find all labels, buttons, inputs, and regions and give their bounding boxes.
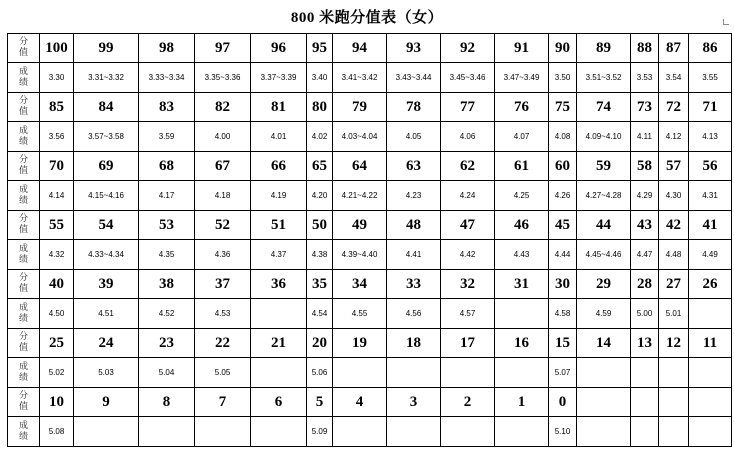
score-label-char: 分 (18, 155, 28, 165)
page-title: 800 米跑分值表（女） (290, 10, 444, 26)
score-cell: 41 (689, 211, 732, 240)
score-cell: 10 (40, 388, 74, 417)
score-label-char: 值 (18, 343, 28, 353)
score-cell: 62 (441, 152, 495, 181)
performance-cell (577, 417, 631, 447)
score-cell: 48 (387, 211, 441, 240)
score-cell: 37 (195, 270, 251, 299)
score-cell: 36 (251, 270, 307, 299)
performance-cell: 4.30 (659, 181, 689, 211)
performance-cell: 4.47 (631, 240, 659, 270)
performance-cell: 4.57 (441, 299, 495, 329)
performance-cell: 4.49 (689, 240, 732, 270)
performance-cell: 4.25 (495, 181, 549, 211)
performance-label-char: 成 (18, 361, 28, 372)
performance-cell: 4.24 (441, 181, 495, 211)
score-cell: 15 (549, 329, 577, 358)
score-cell (659, 388, 689, 417)
performance-cell: 4.41 (387, 240, 441, 270)
score-cell: 5 (307, 388, 333, 417)
score-cell: 39 (74, 270, 139, 299)
performance-cell: 3.43~3.44 (387, 63, 441, 93)
score-label-char: 分 (18, 96, 28, 106)
score-cell: 35 (307, 270, 333, 299)
score-row (8, 270, 732, 299)
score-label-char: 分 (18, 391, 28, 401)
performance-cell: 4.43 (495, 240, 549, 270)
score-cell: 93 (387, 34, 441, 63)
score-row (8, 93, 732, 122)
performance-row (8, 417, 732, 447)
performance-cell: 4.01 (251, 122, 307, 152)
score-cell: 3 (387, 388, 441, 417)
score-cell: 96 (251, 34, 307, 63)
score-cell: 44 (577, 211, 631, 240)
performance-cell (195, 417, 251, 447)
score-cell: 72 (659, 93, 689, 122)
score-cell: 77 (441, 93, 495, 122)
corner-mark (723, 19, 729, 25)
score-cell: 8 (139, 388, 195, 417)
performance-label-char: 绩 (18, 372, 28, 383)
performance-cell (387, 417, 441, 447)
performance-cell: 3.41~3.42 (333, 63, 387, 93)
performance-cell: 4.26 (549, 181, 577, 211)
performance-cell (689, 417, 732, 447)
score-cell (689, 388, 732, 417)
performance-cell: 4.56 (387, 299, 441, 329)
score-cell: 14 (577, 329, 631, 358)
performance-cell: 4.35 (139, 240, 195, 270)
score-cell: 74 (577, 93, 631, 122)
score-label-char: 值 (18, 284, 28, 294)
score-cell: 78 (387, 93, 441, 122)
score-label-char: 值 (18, 166, 28, 176)
score-cell: 27 (659, 270, 689, 299)
score-cell: 12 (659, 329, 689, 358)
score-cell: 47 (441, 211, 495, 240)
score-cell: 45 (549, 211, 577, 240)
score-row (8, 152, 732, 181)
score-cell: 43 (631, 211, 659, 240)
score-cell: 56 (689, 152, 732, 181)
performance-row-label (8, 122, 40, 152)
score-cell: 22 (195, 329, 251, 358)
performance-label-char: 成 (18, 420, 28, 431)
performance-cell: 4.09~4.10 (577, 122, 631, 152)
performance-cell (333, 417, 387, 447)
performance-cell: 4.54 (307, 299, 333, 329)
score-label-char: 值 (18, 48, 28, 58)
performance-cell (333, 358, 387, 388)
performance-cell: 4.44 (549, 240, 577, 270)
score-label-char: 分 (18, 332, 28, 342)
performance-row-label (8, 63, 40, 93)
score-cell (631, 388, 659, 417)
performance-cell: 4.08 (549, 122, 577, 152)
score-cell: 60 (549, 152, 577, 181)
performance-cell: 3.37~3.39 (251, 63, 307, 93)
score-row-label (8, 329, 40, 358)
score-label-char: 值 (18, 402, 28, 412)
score-label-char: 值 (18, 107, 28, 117)
performance-cell: 4.14 (40, 181, 74, 211)
performance-cell: 5.00 (631, 299, 659, 329)
performance-cell: 4.36 (195, 240, 251, 270)
score-label-char: 分 (18, 214, 28, 224)
performance-cell: 4.27~4.28 (577, 181, 631, 211)
score-cell: 75 (549, 93, 577, 122)
score-cell: 21 (251, 329, 307, 358)
score-cell: 94 (333, 34, 387, 63)
performance-cell: 4.03~4.04 (333, 122, 387, 152)
score-cell: 28 (631, 270, 659, 299)
score-cell: 19 (333, 329, 387, 358)
score-cell: 52 (195, 211, 251, 240)
score-cell: 90 (549, 34, 577, 63)
performance-row (8, 181, 732, 211)
score-cell: 1 (495, 388, 549, 417)
performance-cell: 5.07 (549, 358, 577, 388)
score-cell: 24 (74, 329, 139, 358)
score-cell: 20 (307, 329, 333, 358)
score-table (7, 33, 732, 447)
score-cell: 83 (139, 93, 195, 122)
performance-cell: 3.40 (307, 63, 333, 93)
performance-cell: 4.33~4.34 (74, 240, 139, 270)
performance-cell (659, 358, 689, 388)
performance-cell: 4.13 (689, 122, 732, 152)
performance-cell: 4.07 (495, 122, 549, 152)
performance-cell: 3.55 (689, 63, 732, 93)
performance-cell: 3.31~3.32 (74, 63, 139, 93)
score-cell: 31 (495, 270, 549, 299)
score-cell: 38 (139, 270, 195, 299)
score-cell: 30 (549, 270, 577, 299)
score-cell: 4 (333, 388, 387, 417)
performance-cell (251, 417, 307, 447)
score-cell: 58 (631, 152, 659, 181)
score-cell: 6 (251, 388, 307, 417)
score-cell: 89 (577, 34, 631, 63)
performance-cell (495, 358, 549, 388)
score-row-label (8, 270, 40, 299)
performance-cell (689, 299, 732, 329)
performance-cell (631, 358, 659, 388)
performance-cell (387, 358, 441, 388)
performance-cell: 4.32 (40, 240, 74, 270)
score-cell: 0 (549, 388, 577, 417)
performance-cell: 3.56 (40, 122, 74, 152)
performance-row (8, 122, 732, 152)
score-cell: 69 (74, 152, 139, 181)
performance-cell (441, 417, 495, 447)
performance-cell: 5.09 (307, 417, 333, 447)
performance-row-label (8, 240, 40, 270)
score-cell: 100 (40, 34, 74, 63)
performance-cell: 4.12 (659, 122, 689, 152)
performance-label-char: 绩 (18, 431, 28, 442)
performance-cell (441, 358, 495, 388)
score-cell: 66 (251, 152, 307, 181)
score-cell: 65 (307, 152, 333, 181)
performance-cell: 4.48 (659, 240, 689, 270)
performance-cell (495, 299, 549, 329)
performance-row (8, 240, 732, 270)
score-cell: 82 (195, 93, 251, 122)
performance-cell: 4.50 (40, 299, 74, 329)
performance-cell: 3.51~3.52 (577, 63, 631, 93)
performance-cell: 5.10 (549, 417, 577, 447)
score-row (8, 211, 732, 240)
performance-row-label (8, 417, 40, 447)
score-cell: 40 (40, 270, 74, 299)
performance-row (8, 63, 732, 93)
performance-cell: 3.57~3.58 (74, 122, 139, 152)
performance-label-char: 绩 (18, 313, 28, 324)
performance-label-char: 绩 (18, 195, 28, 206)
score-cell: 59 (577, 152, 631, 181)
score-cell: 42 (659, 211, 689, 240)
score-cell: 57 (659, 152, 689, 181)
score-cell: 46 (495, 211, 549, 240)
performance-label-char: 成 (18, 184, 28, 195)
score-row (8, 329, 732, 358)
performance-cell: 5.08 (40, 417, 74, 447)
score-table-body (8, 34, 732, 447)
performance-cell: 4.15~4.16 (74, 181, 139, 211)
score-cell: 70 (40, 152, 74, 181)
performance-label-char: 成 (18, 302, 28, 313)
performance-cell: 4.38 (307, 240, 333, 270)
score-cell: 17 (441, 329, 495, 358)
performance-cell: 4.00 (195, 122, 251, 152)
score-cell: 64 (333, 152, 387, 181)
performance-cell: 5.06 (307, 358, 333, 388)
performance-label-char: 成 (18, 125, 28, 136)
score-cell: 26 (689, 270, 732, 299)
score-cell: 25 (40, 329, 74, 358)
score-cell: 49 (333, 211, 387, 240)
performance-cell: 5.01 (659, 299, 689, 329)
score-cell: 61 (495, 152, 549, 181)
score-cell: 73 (631, 93, 659, 122)
score-cell: 67 (195, 152, 251, 181)
performance-cell: 4.45~4.46 (577, 240, 631, 270)
performance-row (8, 358, 732, 388)
score-cell: 92 (441, 34, 495, 63)
score-label-char: 分 (18, 37, 28, 47)
score-row-label (8, 93, 40, 122)
score-cell: 68 (139, 152, 195, 181)
performance-cell: 3.50 (549, 63, 577, 93)
score-cell: 32 (441, 270, 495, 299)
score-row-label (8, 34, 40, 63)
score-cell (577, 388, 631, 417)
performance-cell: 5.04 (139, 358, 195, 388)
performance-cell (659, 417, 689, 447)
score-cell: 29 (577, 270, 631, 299)
score-cell: 98 (139, 34, 195, 63)
performance-cell: 4.52 (139, 299, 195, 329)
performance-row (8, 299, 732, 329)
performance-cell: 3.54 (659, 63, 689, 93)
performance-cell: 3.35~3.36 (195, 63, 251, 93)
score-cell: 84 (74, 93, 139, 122)
performance-cell (577, 358, 631, 388)
score-row-label (8, 211, 40, 240)
score-cell: 81 (251, 93, 307, 122)
performance-cell (139, 417, 195, 447)
performance-cell: 4.05 (387, 122, 441, 152)
performance-row-label (8, 181, 40, 211)
performance-cell: 3.33~3.34 (139, 63, 195, 93)
performance-label-char: 绩 (18, 254, 28, 265)
performance-label-char: 绩 (18, 77, 28, 88)
performance-cell (251, 299, 307, 329)
performance-cell: 4.19 (251, 181, 307, 211)
score-cell: 95 (307, 34, 333, 63)
performance-cell: 4.39~4.40 (333, 240, 387, 270)
score-row-label (8, 152, 40, 181)
performance-cell: 4.51 (74, 299, 139, 329)
score-row-label (8, 388, 40, 417)
score-cell: 55 (40, 211, 74, 240)
score-cell: 23 (139, 329, 195, 358)
performance-label-char: 绩 (18, 136, 28, 147)
score-cell: 63 (387, 152, 441, 181)
score-cell: 80 (307, 93, 333, 122)
score-cell: 2 (441, 388, 495, 417)
performance-cell: 3.53 (631, 63, 659, 93)
performance-cell: 4.37 (251, 240, 307, 270)
performance-cell: 4.06 (441, 122, 495, 152)
score-cell: 91 (495, 34, 549, 63)
performance-cell: 4.02 (307, 122, 333, 152)
performance-cell (689, 358, 732, 388)
score-row (8, 34, 732, 63)
performance-cell: 5.05 (195, 358, 251, 388)
score-cell: 79 (333, 93, 387, 122)
score-cell: 86 (689, 34, 732, 63)
score-cell: 87 (659, 34, 689, 63)
score-cell: 71 (689, 93, 732, 122)
performance-cell: 4.53 (195, 299, 251, 329)
score-cell: 88 (631, 34, 659, 63)
performance-row-label (8, 299, 40, 329)
score-label-char: 值 (18, 225, 28, 235)
performance-label-char: 成 (18, 66, 28, 77)
performance-cell (251, 358, 307, 388)
performance-cell: 4.59 (577, 299, 631, 329)
performance-cell: 4.20 (307, 181, 333, 211)
score-cell: 51 (251, 211, 307, 240)
performance-cell: 4.31 (689, 181, 732, 211)
performance-cell: 4.23 (387, 181, 441, 211)
performance-cell: 3.45~3.46 (441, 63, 495, 93)
score-label-char: 分 (18, 273, 28, 283)
score-cell: 9 (74, 388, 139, 417)
performance-cell: 4.11 (631, 122, 659, 152)
performance-cell: 4.55 (333, 299, 387, 329)
score-row (8, 388, 732, 417)
performance-cell: 4.42 (441, 240, 495, 270)
performance-cell: 3.47~3.49 (495, 63, 549, 93)
performance-cell: 4.17 (139, 181, 195, 211)
performance-cell: 3.30 (40, 63, 74, 93)
score-cell: 34 (333, 270, 387, 299)
score-cell: 11 (689, 329, 732, 358)
score-cell: 18 (387, 329, 441, 358)
performance-cell: 3.59 (139, 122, 195, 152)
performance-cell (495, 417, 549, 447)
performance-cell: 4.29 (631, 181, 659, 211)
score-cell: 97 (195, 34, 251, 63)
score-cell: 76 (495, 93, 549, 122)
score-cell: 53 (139, 211, 195, 240)
score-cell: 54 (74, 211, 139, 240)
score-cell: 85 (40, 93, 74, 122)
performance-label-char: 成 (18, 243, 28, 254)
score-cell: 50 (307, 211, 333, 240)
performance-row-label (8, 358, 40, 388)
performance-cell: 5.02 (40, 358, 74, 388)
score-cell: 13 (631, 329, 659, 358)
performance-cell: 4.21~4.22 (333, 181, 387, 211)
performance-cell: 5.03 (74, 358, 139, 388)
score-cell: 33 (387, 270, 441, 299)
score-cell: 16 (495, 329, 549, 358)
score-cell: 7 (195, 388, 251, 417)
performance-cell: 4.58 (549, 299, 577, 329)
performance-cell: 4.18 (195, 181, 251, 211)
performance-cell (631, 417, 659, 447)
score-cell: 99 (74, 34, 139, 63)
performance-cell (74, 417, 139, 447)
